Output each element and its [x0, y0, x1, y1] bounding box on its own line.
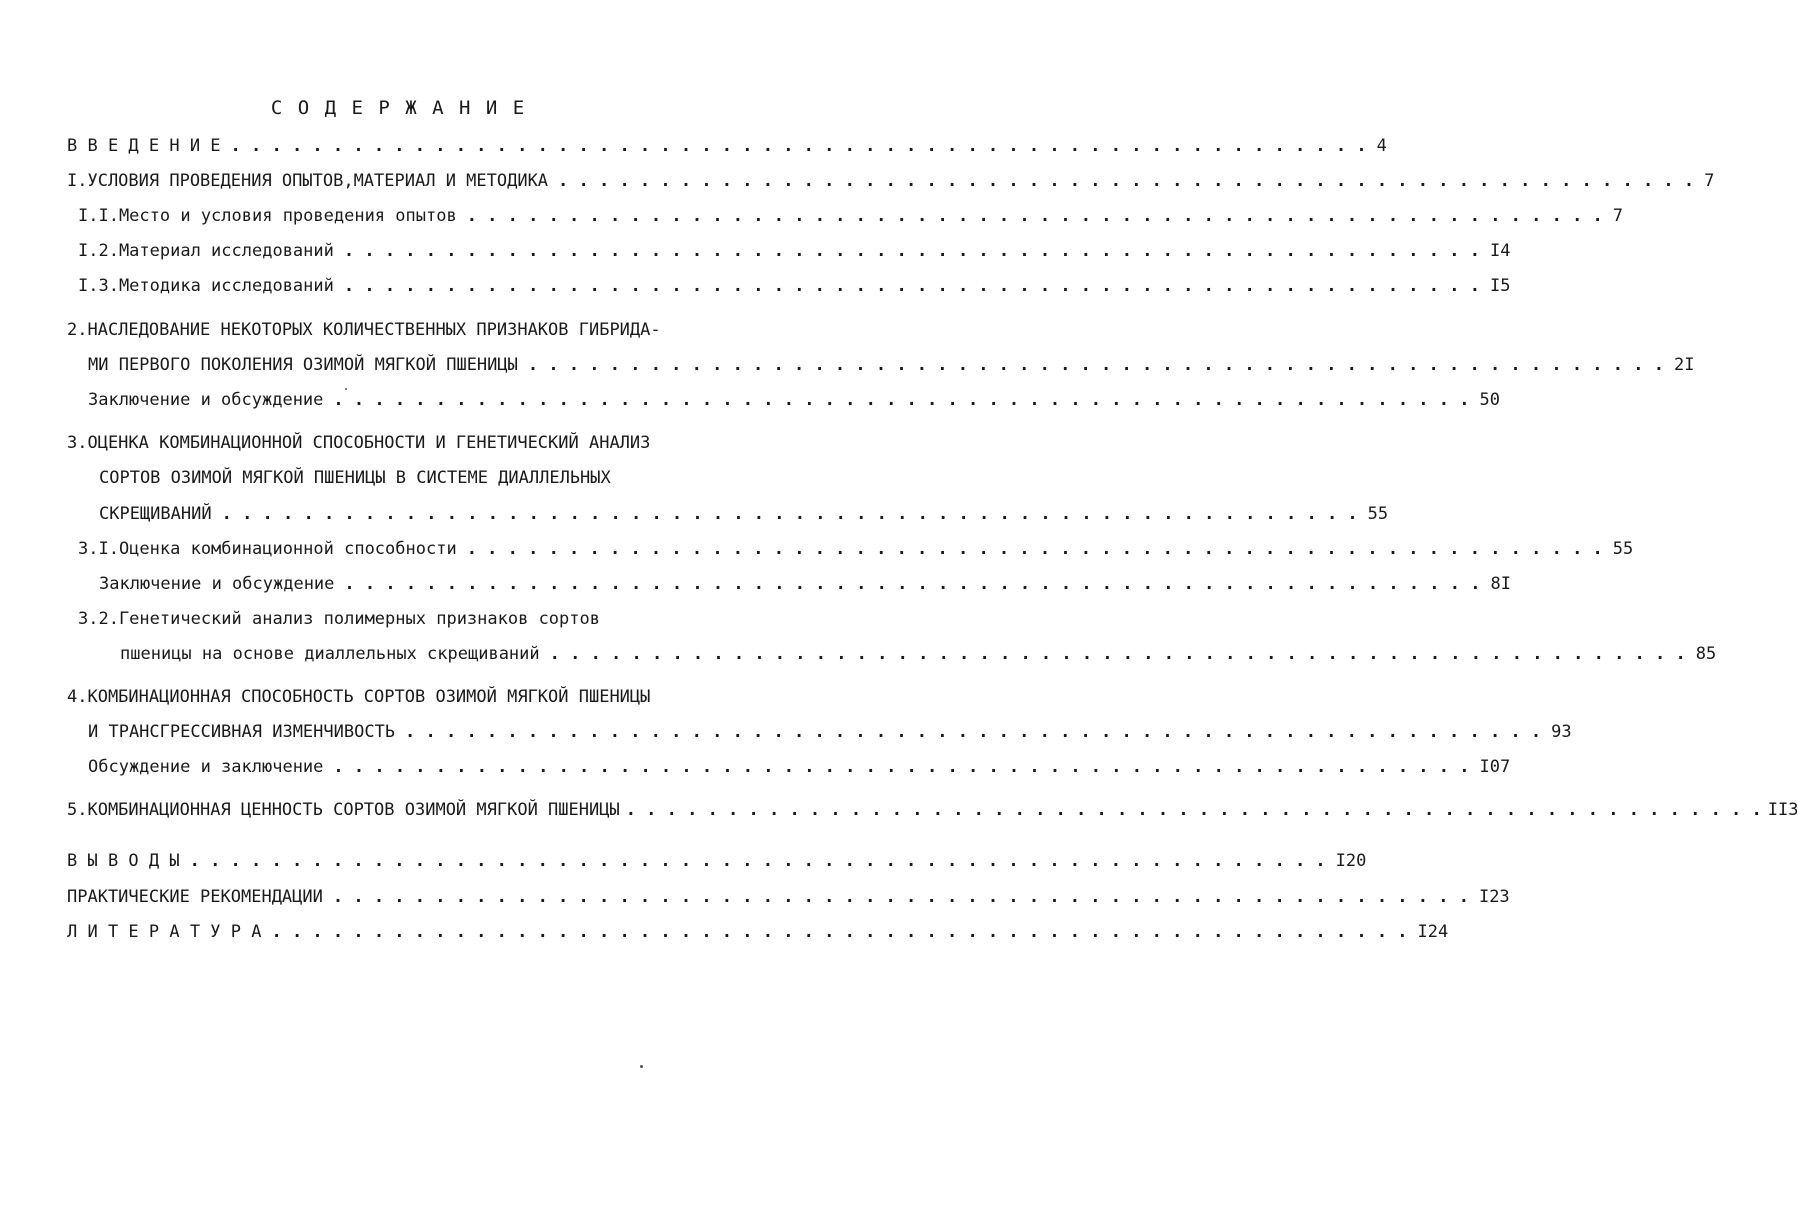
scan-speck	[640, 1065, 643, 1068]
toc-entry-ch4	[88, 722, 1572, 742]
toc-leader: . . . . . . . . . . . . . . . . . . . . . . . . . . . . . . . . . . . . . . . . . . . . . . . . . . . . . . . .	[466, 206, 1603, 226]
toc-leader: . . . . . . . . . . . . . . . . . . . . . . . . . . . . . . . . . . . . . . . . . . . . . . . . . . . . . . . .	[230, 136, 1367, 156]
toc-leader: . . . . . . . . . . . . . . . . . . . . . . . . . . . . . . . . . . . . . . . . . . . . . . . . . . . . . . . .	[558, 171, 1695, 191]
toc-label: пшеницы на основе диаллельных скрещиваний	[120, 644, 540, 664]
toc-label: I.УСЛОВИЯ ПРОВЕДЕНИЯ ОПЫТОВ,МАТЕРИАЛ И МЕТОДИКА	[67, 171, 549, 191]
toc-page: 8I	[1490, 574, 1511, 594]
toc-entry-ch4-discussion	[88, 757, 1511, 777]
toc-entry-ch4-line1	[67, 687, 707, 707]
toc-entry-ch3-line2	[99, 468, 699, 488]
toc-leader: . . . . . . . . . . . . . . . . . . . . . . . . . . . . . . . . . . . . . . . . . . . . . . . . . . . . . . . .	[333, 757, 1470, 777]
toc-entry-ch2-line1	[67, 320, 707, 340]
toc-label: В В Е Д Е Н И Е	[67, 136, 221, 156]
toc-label: I.I.Место и условия проведения опытов	[78, 206, 457, 226]
toc-entry-ch3-2	[120, 644, 1717, 664]
toc-label: И ТРАНСГРЕССИВНАЯ ИЗМЕНЧИВОСТЬ	[88, 722, 396, 742]
toc-label: 3.ОЦЕНКА КОМБИНАЦИОННОЙ СПОСОБНОСТИ И ГЕНЕТИЧЕСКИЙ АНАЛИЗ	[67, 433, 651, 453]
toc-page: 2I	[1673, 355, 1695, 375]
toc-label: Обсуждение и заключение	[88, 757, 324, 777]
toc-page: 85	[1695, 644, 1717, 664]
toc-leader: . . . . . . . . . . . . . . . . . . . . . . . . . . . . . . . . . . . . . . . . . . . . . . . . . . . . . . . .	[343, 276, 1480, 296]
toc-entry-ch2-conclusion	[88, 390, 1500, 410]
scan-speck	[345, 388, 347, 390]
toc-page: 93	[1551, 722, 1572, 742]
toc-label: I.2.Материал исследований	[78, 241, 334, 261]
toc-entry-ch3-1	[78, 539, 1634, 559]
toc-label: СОРТОВ ОЗИМОЙ МЯГКОЙ ПШЕНИЦЫ В СИСТЕМЕ ДИАЛЛЕЛЬНЫХ	[99, 468, 611, 488]
toc-page: 4	[1376, 136, 1387, 156]
toc-entry-ch3-2-line1	[78, 609, 707, 629]
toc-page: II3	[1767, 800, 1798, 820]
toc-leader: . . . . . . . . . . . . . . . . . . . . . . . . . . . . . . . . . . . . . . . . . . . . . . . . . . . . . . . .	[527, 355, 1664, 375]
toc-label: СКРЕЩИВАНИЙ	[99, 504, 212, 524]
toc-label: Заключение и обсуждение	[99, 574, 335, 594]
toc-label: 3.2.Генетический анализ полимерных признаков сортов	[78, 609, 600, 629]
toc-page: 50	[1479, 390, 1500, 410]
toc-entry-ch1	[67, 171, 1715, 191]
toc-entry-ch3-line1	[67, 433, 707, 453]
toc-label: 4.КОМБИНАЦИОННАЯ СПОСОБНОСТЬ СОРТОВ ОЗИМОЙ МЯГКОЙ ПШЕНИЦЫ	[67, 687, 651, 707]
toc-entry-intro	[67, 136, 1387, 156]
toc-entry-recommendations	[67, 887, 1510, 907]
toc-leader: . . . . . . . . . . . . . . . . . . . . . . . . . . . . . . . . . . . . . . . . . . . . . . . . . . . . . . . .	[344, 574, 1481, 594]
toc-leader: . . . . . . . . . . . . . . . . . . . . . . . . . . . . . . . . . . . . . . . . . . . . . . . . . . . . . . . .	[332, 887, 1469, 907]
toc-label: Л И Т Е Р А Т У Р А	[67, 922, 262, 942]
toc-label: МИ ПЕРВОГО ПОКОЛЕНИЯ ОЗИМОЙ МЯГКОЙ ПШЕНИЦЫ	[88, 355, 518, 375]
toc-entry-ch1-3	[78, 276, 1511, 296]
toc-leader: . . . . . . . . . . . . . . . . . . . . . . . . . . . . . . . . . . . . . . . . . . . . . . . . . . . . . . . .	[405, 722, 1542, 742]
toc-entry-ch1-1	[78, 206, 1624, 226]
toc-entry-ch2	[88, 355, 1695, 375]
toc-entry-ch3	[99, 504, 1389, 524]
toc-leader: . . . . . . . . . . . . . . . . . . . . . . . . . . . . . . . . . . . . . . . . . . . . . . . . . . . . . . . .	[549, 644, 1686, 664]
toc-page: 7	[1704, 171, 1715, 191]
toc-label: 5.КОМБИНАЦИОННАЯ ЦЕННОСТЬ СОРТОВ ОЗИМОЙ МЯГКОЙ ПШЕНИЦЫ	[67, 800, 620, 820]
toc-leader: . . . . . . . . . . . . . . . . . . . . . . . . . . . . . . . . . . . . . . . . . . . . . . . . . . . . . . . .	[271, 922, 1408, 942]
toc-leader: . . . . . . . . . . . . . . . . . . . . . . . . . . . . . . . . . . . . . . . . . . . . . . . . . . . . . . . .	[333, 390, 1470, 410]
toc-entry-literature	[67, 922, 1449, 942]
toc-entry-conclusions	[67, 851, 1367, 871]
toc-leader: . . . . . . . . . . . . . . . . . . . . . . . . . . . . . . . . . . . . . . . . . . . . . . . . . . . . . . . .	[343, 241, 1480, 261]
toc-label: Заключение и обсуждение	[88, 390, 324, 410]
toc-leader: . . . . . . . . . . . . . . . . . . . . . . . . . . . . . . . . . . . . . . . . . . . . . . . . . . . . . . . .	[625, 800, 1762, 820]
toc-label: 2.НАСЛЕДОВАНИЕ НЕКОТОРЫХ КОЛИЧЕСТВЕННЫХ ПРИЗНАКОВ ГИБРИДА-	[67, 320, 661, 340]
toc-page: 7	[1612, 206, 1624, 226]
toc-page: I23	[1478, 887, 1510, 907]
toc-entry-ch1-2	[78, 241, 1511, 261]
toc-page: I4	[1489, 241, 1511, 261]
toc-label: В Ы В О Д Ы	[67, 851, 180, 871]
toc-label: ПРАКТИЧЕСКИЕ РЕКОМЕНДАЦИИ	[67, 887, 323, 907]
toc-label: I.3.Методика исследований	[78, 276, 334, 296]
toc-page: 55	[1612, 539, 1634, 559]
toc-leader: . . . . . . . . . . . . . . . . . . . . . . . . . . . . . . . . . . . . . . . . . . . . . . . . . . . . . . . .	[221, 504, 1358, 524]
toc-page: I07	[1479, 757, 1511, 777]
toc-page: I5	[1489, 276, 1511, 296]
toc-leader: . . . . . . . . . . . . . . . . . . . . . . . . . . . . . . . . . . . . . . . . . . . . . . . . . . . . . . . .	[466, 539, 1603, 559]
toc-label: 3.I.Оценка комбинационной способности	[78, 539, 457, 559]
toc-page: 55	[1367, 504, 1389, 524]
toc-page: I24	[1417, 922, 1449, 942]
toc-entry-ch3-1-conclusion	[99, 574, 1511, 594]
toc-page: I20	[1335, 851, 1367, 871]
toc-entry-ch5	[67, 800, 1798, 820]
page-title: С О Д Е Р Ж А Н И Е	[270, 97, 527, 119]
toc-leader: . . . . . . . . . . . . . . . . . . . . . . . . . . . . . . . . . . . . . . . . . . . . . . . . . . . . . . . .	[189, 851, 1326, 871]
